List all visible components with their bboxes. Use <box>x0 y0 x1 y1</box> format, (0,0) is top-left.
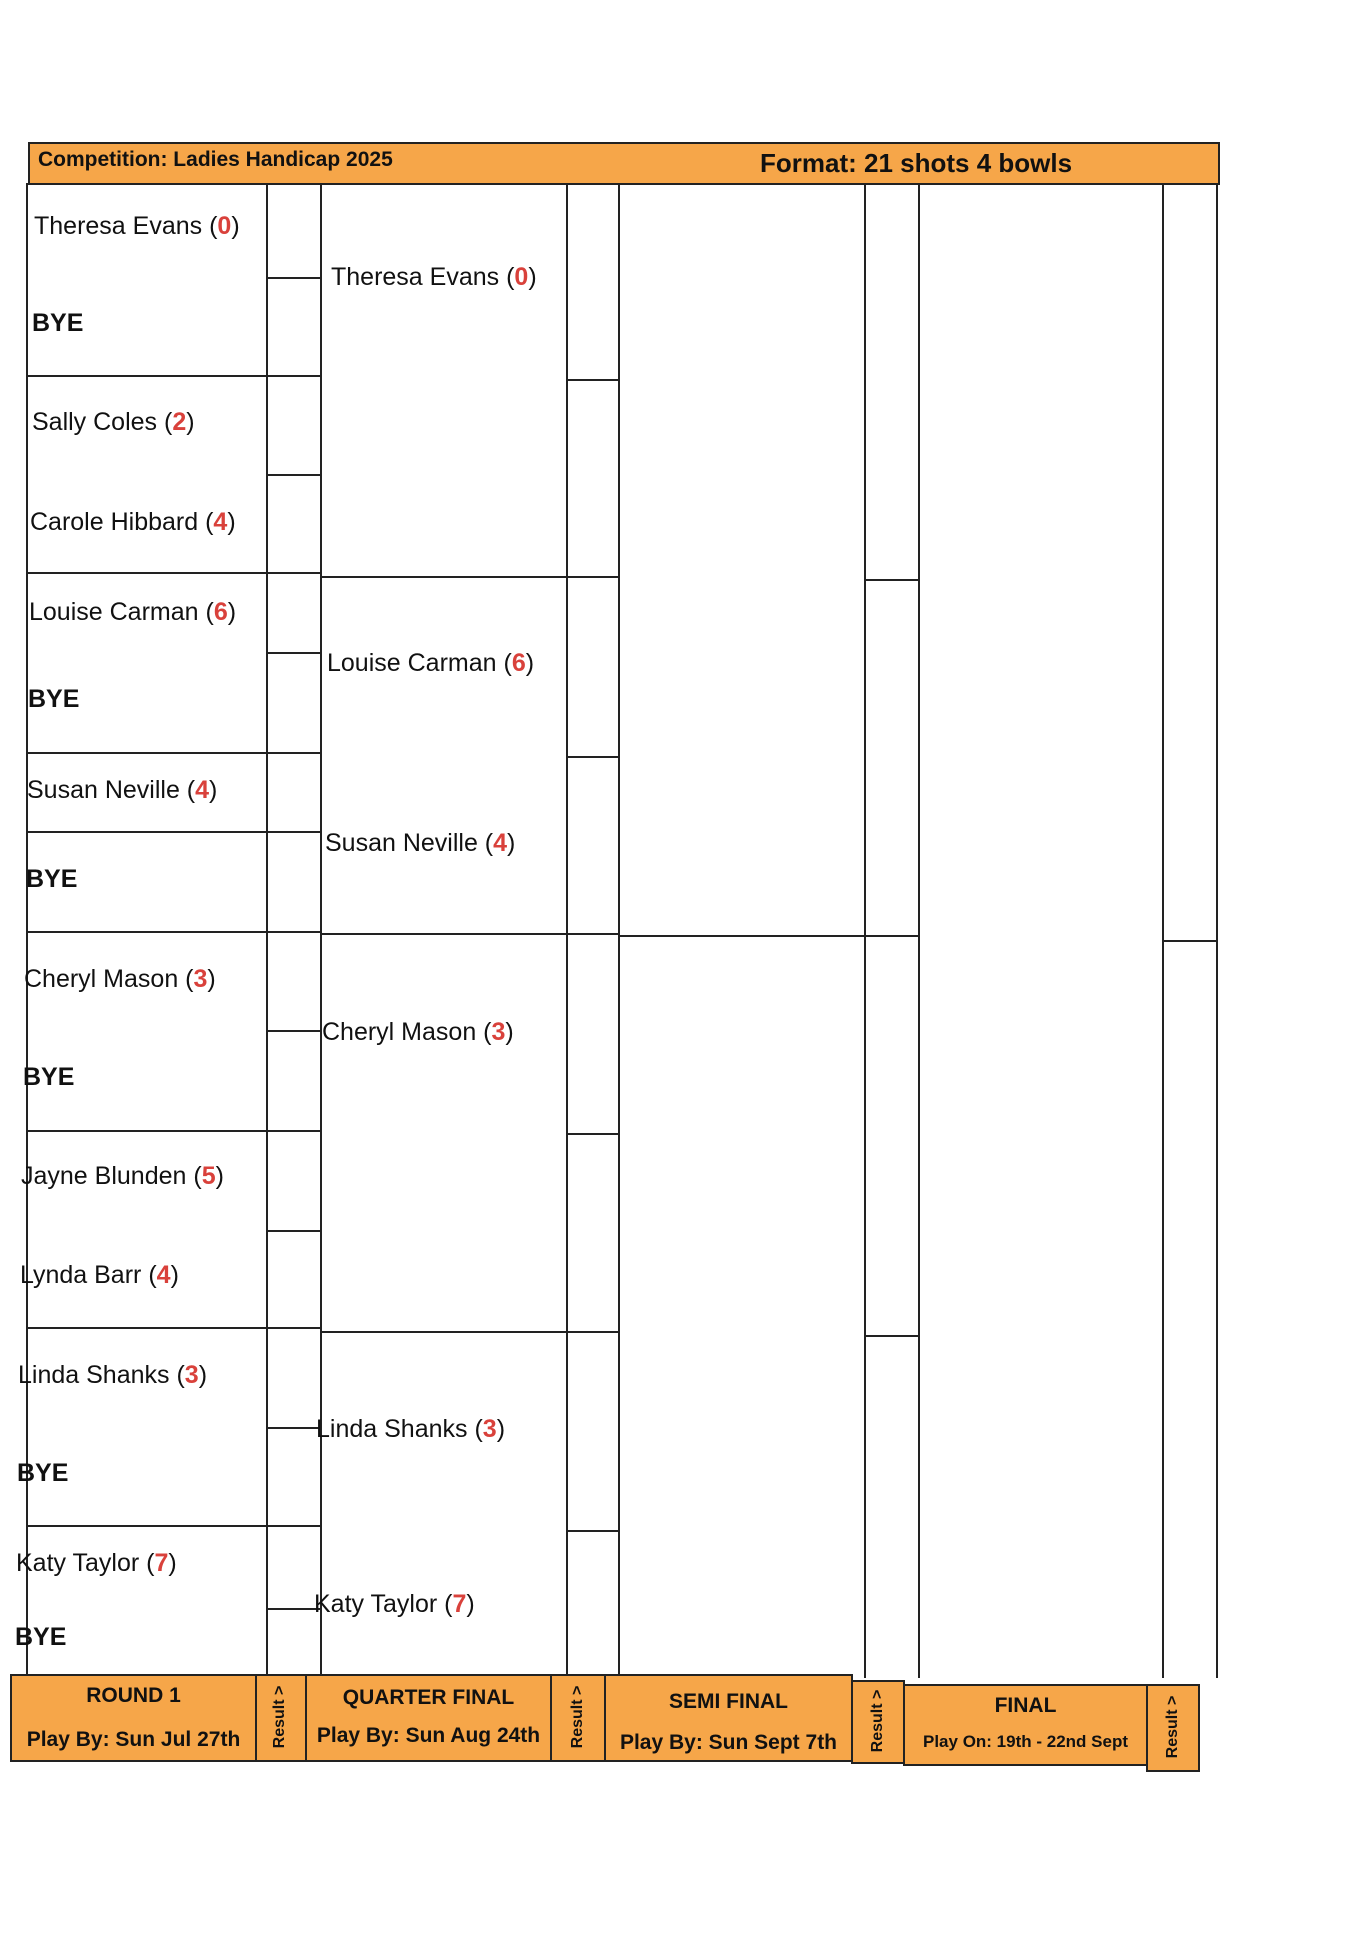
qf-entry: Susan Neville (4) <box>325 829 516 857</box>
col-line-qf-result-left <box>566 183 568 1678</box>
footer-semi <box>604 1674 853 1762</box>
qf-result-tick <box>568 1133 618 1135</box>
qf-entry: Cheryl Mason (3) <box>322 1018 514 1046</box>
qf-separator <box>320 933 620 935</box>
r1-entry: Louise Carman (6) <box>29 598 237 626</box>
col-line-qf-result-right <box>618 183 620 1678</box>
quarter-date: Play By: Sun Aug 24th <box>316 1724 541 1747</box>
r1-separator <box>26 752 322 754</box>
r1-result-tick <box>268 1230 320 1232</box>
qf-result-tick <box>568 379 618 381</box>
qf-entry: Louise Carman (6) <box>327 649 535 677</box>
r1-entry: BYE <box>26 865 78 893</box>
qf-separator <box>320 576 620 578</box>
qf-entry: Linda Shanks (3) <box>316 1415 506 1443</box>
sf-result-tick <box>866 579 918 581</box>
col-line-right <box>1216 183 1218 1678</box>
r1-result-tick <box>268 277 320 279</box>
r1-separator <box>26 375 322 377</box>
r1-entry: Sally Coles (2) <box>32 408 195 436</box>
r1-entry: Katy Taylor (7) <box>16 1549 177 1577</box>
r1-result-tick <box>268 1608 320 1610</box>
footer-final <box>903 1684 1148 1766</box>
r1-entry: BYE <box>28 685 80 713</box>
sf-result-tick <box>866 1335 918 1337</box>
r1-separator <box>26 1130 322 1132</box>
r1-result-tick <box>268 1427 320 1429</box>
r1-entry: Carole Hibbard (4) <box>30 508 236 536</box>
qf-result-tick <box>568 1530 618 1532</box>
r1-result-tick <box>268 1030 320 1032</box>
col-line-sf-result-left <box>864 183 866 1678</box>
round1-title: ROUND 1 <box>86 1684 181 1707</box>
final-title: FINAL <box>994 1694 1057 1717</box>
col-line-final-result-left <box>1162 183 1164 1678</box>
final-date: Play On: 19th - 22nd Sept <box>923 1732 1128 1751</box>
r1-separator <box>26 1327 322 1329</box>
qf-entry: Katy Taylor (7) <box>314 1590 475 1618</box>
r1-entry: BYE <box>32 309 84 337</box>
semi-date: Play By: Sun Sept 7th <box>619 1731 838 1754</box>
sf-separator <box>618 935 918 937</box>
col-line-sf-result-right <box>918 183 920 1678</box>
r1-separator <box>26 1525 322 1527</box>
result-label: Result > <box>569 1685 586 1749</box>
qf-entry: Theresa Evans (0) <box>331 263 537 291</box>
r1-entry: Linda Shanks (3) <box>18 1361 208 1389</box>
r1-entry: Lynda Barr (4) <box>20 1261 179 1289</box>
footer-round1 <box>10 1674 257 1762</box>
quarter-title: QUARTER FINAL <box>342 1686 515 1709</box>
footer-quarter <box>305 1674 552 1762</box>
r1-result-tick <box>268 474 320 476</box>
qf-result-tick <box>568 756 618 758</box>
qf-separator <box>320 1331 620 1333</box>
r1-entry: BYE <box>23 1063 75 1091</box>
r1-entry: BYE <box>15 1623 67 1651</box>
footer-result3 <box>851 1680 905 1764</box>
r1-result-tick <box>268 652 320 654</box>
result-label: Result > <box>271 1685 288 1749</box>
competition-title: Competition: Ladies Handicap 2025 <box>38 148 393 171</box>
r1-entry: Susan Neville (4) <box>27 776 218 804</box>
footer-result1 <box>255 1674 307 1762</box>
result-label: Result > <box>1164 1695 1181 1759</box>
final-result-tick <box>1164 940 1216 942</box>
r1-entry: Theresa Evans (0) <box>34 212 240 240</box>
semi-title: SEMI FINAL <box>669 1690 788 1713</box>
r1-entry: Cheryl Mason (3) <box>24 965 216 993</box>
r1-mid-divider <box>26 831 322 833</box>
footer-result2 <box>550 1674 606 1762</box>
r1-separator <box>26 931 322 933</box>
r1-entry: BYE <box>17 1459 69 1487</box>
r1-separator <box>26 572 322 574</box>
result-label: Result > <box>869 1689 886 1753</box>
format-label: Format: 21 shots 4 bowls <box>760 148 1073 178</box>
r1-entry: Jayne Blunden (5) <box>21 1162 224 1190</box>
footer-result4 <box>1146 1684 1200 1772</box>
competition-header <box>28 142 1220 185</box>
round1-date: Play By: Sun Jul 27th <box>26 1728 241 1751</box>
